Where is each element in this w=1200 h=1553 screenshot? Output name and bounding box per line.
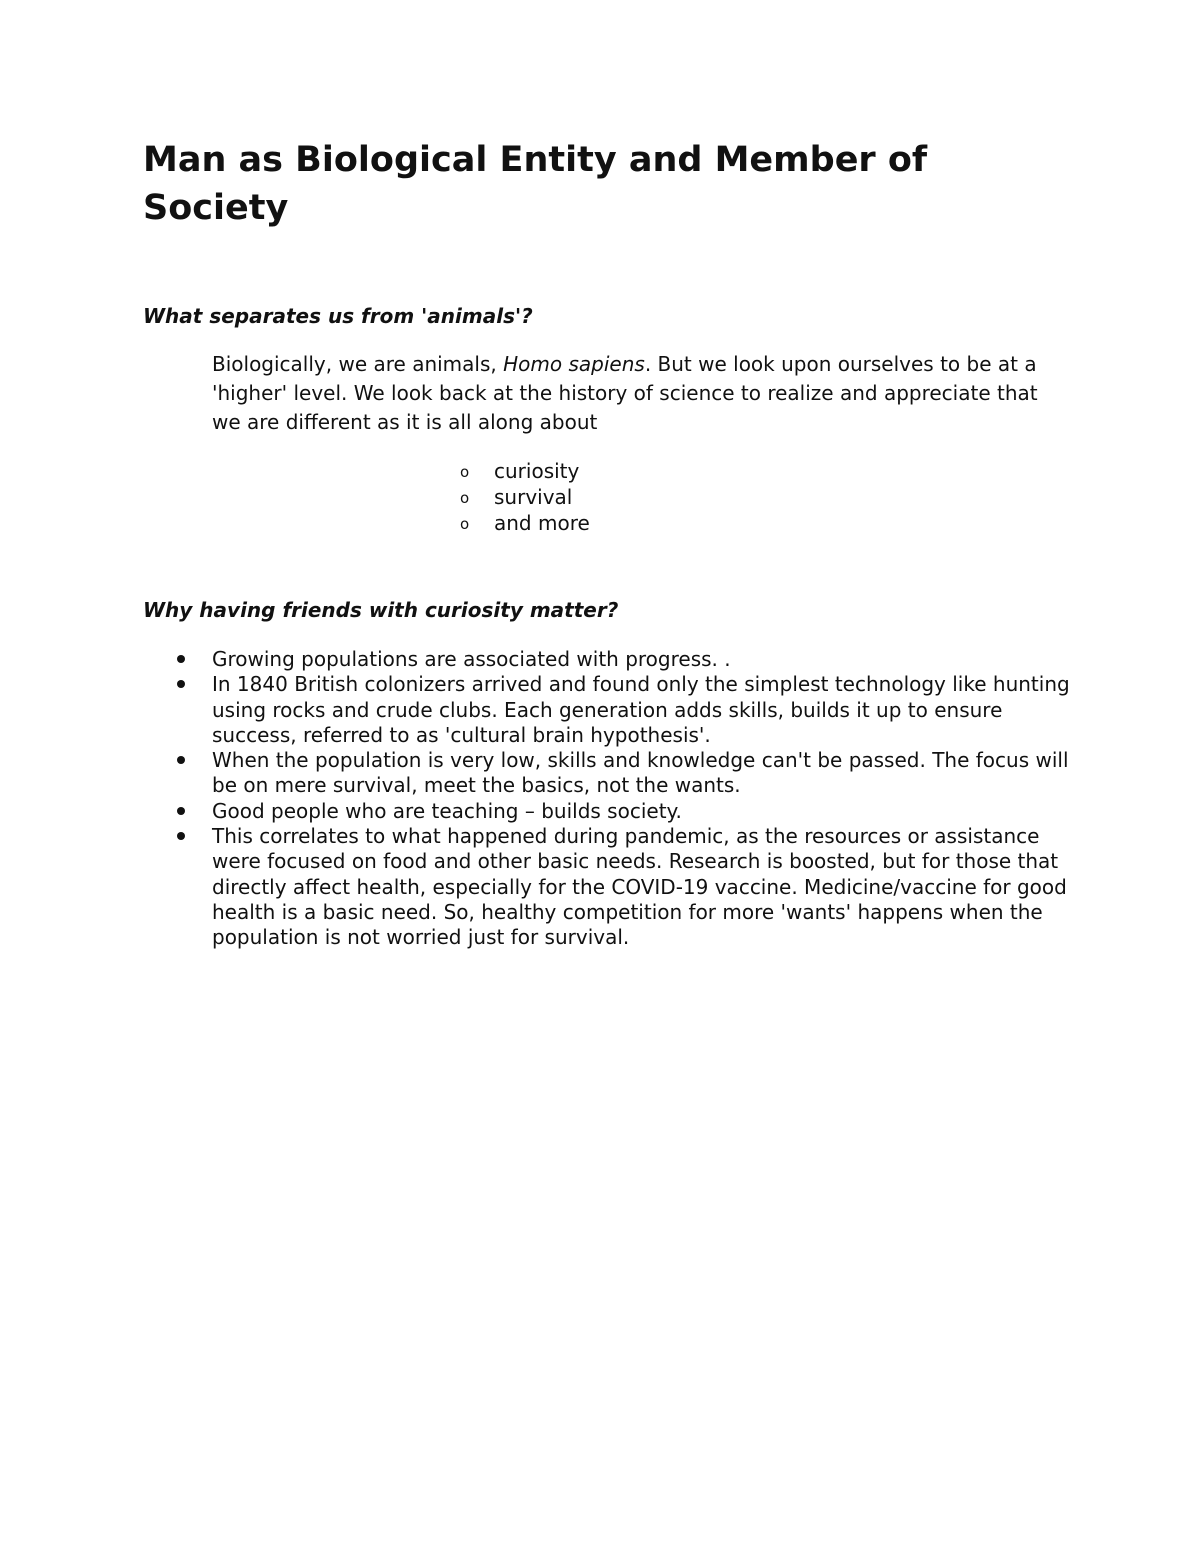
sub-list-item-text: curiosity [494,459,580,483]
section-heading-curiosity: Why having friends with curiosity matter? [143,598,619,622]
sub-list-item [460,510,590,536]
bullet-dot-icon [177,807,185,815]
bullet-dot-icon [177,832,185,840]
circle-bullet-icon: o [460,489,470,507]
bullet-list [170,647,1070,951]
sub-list-item-text: and more [494,511,590,535]
intro-paragraph [212,350,1072,437]
bullet-item [170,799,1070,824]
circle-bullet-icon: o [460,515,470,533]
circle-bullet-icon: o [460,463,470,481]
bullet-item [170,647,1070,672]
bullet-item-text: When the population is very low, skills and knowledge can't be passed. The focus will be on mere survival, meet the basics, not the wants. [212,748,1069,798]
intro-text-end: . But we look upon ourselves to be at a 'higher' level. We look back at the history of science to realize and appreciate that we are different as it is all along about [212,352,1038,434]
intro-species-name: Homo sapiens [503,352,645,376]
bullet-item [170,824,1070,950]
sub-list-item [460,484,590,510]
bullet-item-text: This correlates to what happened during pandemic, as the resources or assistance were focused on food and other basic needs. Research is boosted, but for those that directly affect health, especially for the COVID-19 vaccine. Medicine/vaccine for good health is a basic need. So, healthy competition for more 'wants' happens when the population is not worried just for survival. [212,824,1067,950]
sub-list [460,458,590,536]
intro-text-start: Biologically, we are animals, [212,352,504,376]
bullet-dot-icon [177,655,185,663]
sub-list-item-text: survival [494,485,573,509]
bullet-item-text: In 1840 British colonizers arrived and found only the simplest technology like hunting using rocks and crude clubs. Each generation adds skills, builds it up to ensure success, referred to as 'cultural brain hypothesis'. [212,672,1070,747]
bullet-item [170,748,1070,799]
bullet-dot-icon [177,756,185,764]
bullet-dot-icon [177,680,185,688]
bullet-item-text: Growing populations are associated with progress. . [212,647,731,671]
section-heading-animals: What separates us from 'animals'? [143,304,533,328]
sub-list-item [460,458,590,484]
page-title: Man as Biological Entity and Member of Society [143,140,928,228]
bullet-item [170,672,1070,748]
bullet-item-text: Good people who are teaching – builds society. [212,798,682,823]
